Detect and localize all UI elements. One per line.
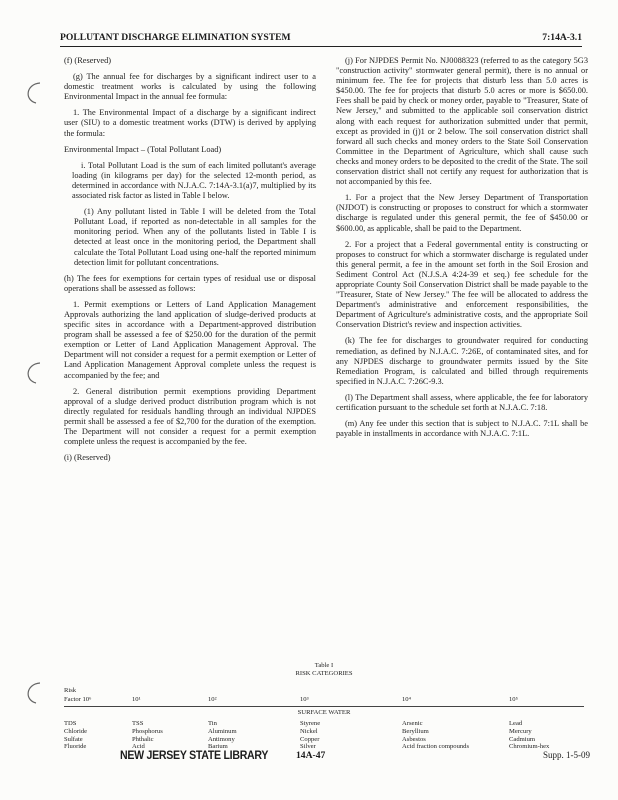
pollutant: Acid: [132, 743, 145, 751]
para-g1-i: i. Total Pollutant Load is the sum of each limited pollutant's average loading (in kilograms per day) for the selected 12-month period, as determined in accordance with N.J.A.C. 7:14A-3.1(a)7, multiplied by its associated risk factor as listed in Table I below.: [72, 160, 316, 201]
category-5: 10⁵: [509, 696, 518, 703]
para-g1-i-1: (1) Any pollutant listed in Table I will be deleted from the Total Pollutant Load, if reported as non-detectable in all samples for the monitoring period. When any of the pollutants listed in Table I is detected at least once in the monitoring period, the Department shall calculate the Total Pollutant Load using one-half the reported minimum detection limit for pollutant concentrations.: [74, 207, 316, 267]
pollutant: Nickel: [300, 727, 318, 735]
para-m: (m) Any fee under this section that is subject to N.J.A.C. 7:1L shall be payable in installments in accordance with N.J.A.C. 7:1L.: [336, 419, 588, 439]
supplement-date: Supp. 1-5-09: [543, 750, 590, 760]
pollutant: Tin: [208, 720, 217, 727]
running-header: [60, 32, 582, 47]
pollutant: Arsenic: [402, 720, 423, 727]
pollutant-column-2: [132, 720, 163, 751]
binder-hole-mark-1: [22, 80, 48, 106]
page-number: 14A-47: [296, 750, 326, 761]
pollutant: Phthalic: [132, 735, 154, 743]
pollutant: Fluoride: [64, 743, 87, 751]
pollutant-column-3: [208, 720, 237, 751]
category-2: 10²: [208, 696, 217, 703]
pollutant: TSS: [132, 720, 144, 727]
pollutant: Acid fraction compounds: [402, 743, 470, 751]
formula: Environmental Impact – (Total Pollutant Load): [64, 144, 222, 154]
pollutant: Phosphorus: [132, 727, 163, 735]
pollutant-column-6: [509, 720, 549, 751]
para-i: (i) (Reserved): [64, 453, 111, 463]
pollutant: Copper: [300, 735, 320, 743]
pollutant: Chloride: [64, 727, 88, 735]
category-header-row: [64, 696, 584, 707]
para-l: (l) The Department shall assess, where applicable, the fee for laboratory certification pursuant to the schedule set forth at N.J.A.C. 7:18.: [336, 392, 588, 412]
header-section-number: 7:14A-3.1: [542, 32, 582, 43]
pollutant: Silver: [300, 743, 316, 751]
factor-label: Factor 10⁶: [64, 696, 92, 703]
pollutant-column-1: [64, 720, 87, 751]
binder-hole-mark-2: [22, 360, 48, 386]
pollutant: Mercury: [509, 727, 532, 735]
para-h: (h) The fees for exemptions for certain types of residual use or disposal operations shall be assessed as follows:: [64, 273, 316, 293]
header-title: POLLUTANT DISCHARGE ELIMINATION SYSTEM: [60, 32, 291, 43]
para-k: (k) The fee for discharges to groundwater required for conducting remediation, as defined by N.J.A.C. 7:26E, of contaminated sites, and for any NJPDES discharge to groundwater permits issued by the Site Remediation Program, is calculated and billed through requirements specified in N.J.A.C. 7:26C-9.3.: [336, 336, 588, 386]
pollutant: TDS: [64, 720, 77, 727]
section-label: SURFACE WATER: [297, 709, 351, 716]
para-h2: 2. General distribution permit exemptions providing Department approval of a sludge derived product distribution program which is not directly regulated for residuals handling through an individual NJPDES permit shall be assessed a fee of $2,700 for the duration of the exemption. The Department will not consider a request for a permit exemption complete unless the request is accompanied by the fee.: [64, 386, 316, 447]
category-1: 10¹: [132, 696, 141, 703]
table-title: Table I: [314, 662, 334, 669]
pollutant: Aluminum: [208, 727, 237, 735]
right-column: [336, 56, 588, 445]
risk-label: Risk: [64, 687, 77, 694]
library-stamp: NEW JERSEY STATE LIBRARY: [120, 750, 269, 762]
category-3: 10³: [300, 696, 309, 703]
page-footer: [60, 750, 590, 766]
left-column: [64, 56, 316, 469]
pollutant: Lead: [509, 720, 523, 727]
pollutant: Cadmium: [509, 735, 536, 743]
pollutant: Asbestos: [402, 735, 426, 743]
para-j1: 1. For a project that the New Jersey Department of Transportation (NJDOT) is constructing or proposes to construct for which a stormwater discharge is regulated under this general permit, the fee of $450.00 or $600.00, as applicable, shall be paid to the Department.: [336, 193, 588, 233]
pollutant-column-5: [402, 720, 469, 751]
para-h1: 1. Permit exemptions or Letters of Land Application Management Approvals authorizing the land application of sludge-derived products at specific sites in accordance with a Department-approved distribution program shall be assessed a fee of $250.00 for the duration of the permit exemption or Letter of Land Application Management Approval. The Department will not consider a request for a permit exemption or Letter of Land Application Management Approval complete unless the request is accompanied by the fee; and: [64, 299, 316, 380]
para-j2: 2. For a project that a Federal governmental entity is constructing or proposes to construct for which a stormwater discharge is regulated under this general permit, a fee in the amount set forth in the Soil Erosion and Sediment Control Act (N.J.S.A 4:24-39 et seq.) fee schedule for the appropriate County Soil Conservation District shall be made payable to the "Treasurer, State of New Jersey." The fee will be allocated to address the Department's administrative and enforcement responsibilities, the Department of Agriculture's administrative costs, and the appropriate Soil Conservation District's review and inspection activities.: [336, 239, 588, 330]
pollutant-column-4: [300, 720, 320, 751]
pollutant: Styrene: [300, 720, 321, 727]
para-f: (f) (Reserved): [64, 56, 112, 65]
binder-hole-mark-3: [22, 680, 48, 706]
para-g1: 1. The Environmental Impact of a discharge by a significant indirect user (SIU) to a domestic treatment works (DTW) is derived by applying the formula:: [64, 108, 316, 138]
para-g: (g) The annual fee for discharges by a significant indirect user to a domestic treatment works is calculated by using the following Environmental Impact in the annual fee formula:: [64, 72, 316, 102]
pollutant: Sulfate: [64, 735, 83, 743]
table-subtitle: RISK CATEGORIES: [295, 670, 353, 677]
pollutant: Chromium-hex: [509, 743, 550, 751]
pollutant: Beryllium: [402, 727, 429, 735]
para-j: (j) For NJPDES Permit No. NJ0088323 (referred to as the category 5G3 "construction activity" stormwater general permit), there is no annual or minimum fee. The fee for projects that disturb less than 5.0 acres is $450.00. The fee for projects that disturb 5.0 acres or more is $650.00. Fees shall be paid by check or money order, payable to "Treasurer, State of New Jersey," and submitted to the applicable soil conservation district along with each request for authorization submitted under that permit, except as provided in (j)1 or 2 below. The soil conservation district shall forward all such checks and money orders to the State Soil Conservation Committee in the Department of Agriculture, which shall cause such checks and money orders to be deposited to the credit of the State. The soil conservation district shall not certify any request for authorization that is not accompanied by this fee.: [336, 56, 588, 187]
pollutant: Barium: [208, 743, 228, 751]
pollutant: Antimony: [208, 735, 235, 743]
category-4: 10⁴: [402, 696, 411, 703]
